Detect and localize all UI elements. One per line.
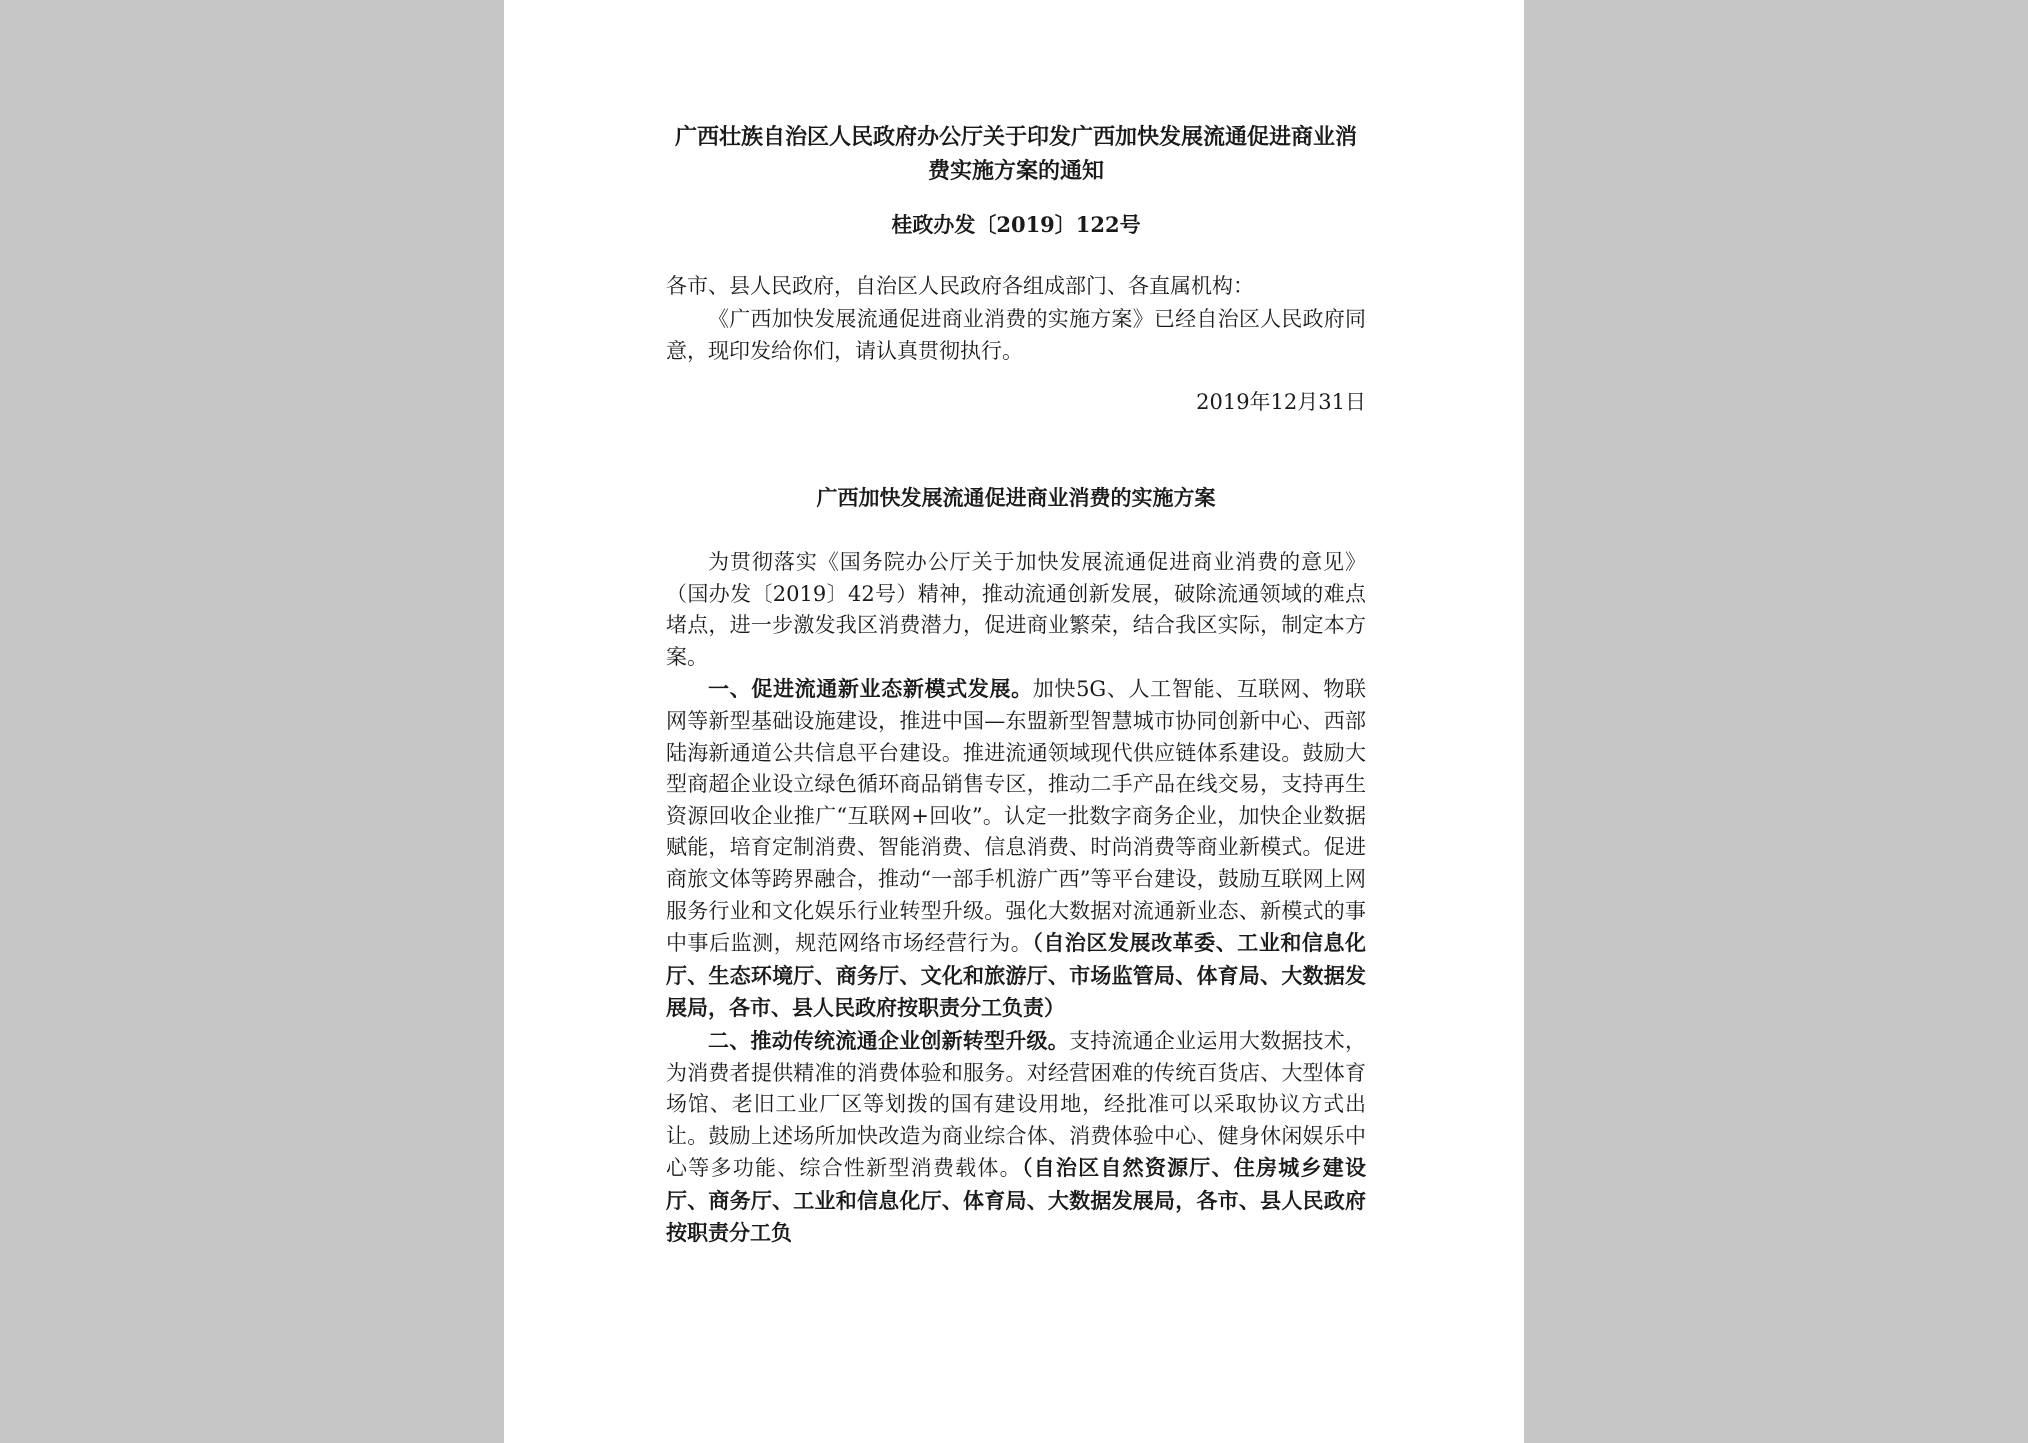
section-1-text: 加快5G、人工智能、互联网、物联网等新型基础设施建设，推进中国—东盟新型智慧城市协同创新中心、西部陆海新通道公共信息平台建设。推进流通领域现代供应链体系建设。鼓励大型商超企业设立绿色循环商品销售专区，推动二手产品在线交易，支持再生资源回收企业推广“互联网+回收”。认定一批数字商务企业，加快企业数据赋能，培育定制消费、智能消费、信息消费、时尚消费等商业新模式。促进商旅文体等跨界融合，推动“一部手机游广西”等平台建设，鼓励互联网上网服务行业和文化娱乐行业转型升级。强化大数据对流通新业态、新模式的事中事后监测，规范网络市场经营行为。 <box>666 677 1367 956</box>
notice-body: 《广西加快发展流通促进商业消费的实施方案》已经自治区人民政府同意，现印发给你们，请认真贯彻执行。 <box>666 307 1366 363</box>
plan-title: 广西加快发展流通促进商业消费的实施方案 <box>816 485 1216 510</box>
page-content <box>666 120 1366 1250</box>
section-1-responsible: （自治区发展改革委、工业和信息化厅、生态环境厅、商务厅、文化和旅游厅、市场监管局、体育局、大数据发展局，各市、县人民政府按职责分工负责） <box>666 930 1366 1021</box>
intro-paragraph: 为贯彻落实《国务院办公厅关于加快发展流通促进商业消费的意见》（国办发〔2019〕42号）精神，推动流通创新发展，破除流通领域的难点堵点，进一步激发我区消费潜力，促进商业繁荣，结合我区实际，制定本方案。 <box>666 550 1366 669</box>
section-2-responsible: （自治区自然资源厅、住房城乡建设厅、商务厅、工业和信息化厅、体育局、大数据发展局，各市、县人民政府按职责分工负 <box>666 1155 1367 1246</box>
document-page <box>504 0 1524 1443</box>
section-2-heading: 二、推动传统流通企业创新转型升级。 <box>708 1027 1069 1053</box>
issue-date: 2019年12月31日 <box>1196 390 1366 414</box>
section-1-paragraph <box>666 673 1366 1025</box>
recipients-line: 各市、县人民政府，自治区人民政府各组成部门、各直属机构： <box>666 274 1254 298</box>
document-number: 桂政办发〔2019〕122号 <box>891 212 1141 237</box>
document-title: 广西壮族自治区人民政府办公厅关于印发广西加快发展流通促进商业消费实施方案的通知 <box>674 124 1357 184</box>
section-1-heading: 一、促进流通新业态新模式发展。 <box>708 676 1033 702</box>
section-2-paragraph <box>666 1025 1366 1250</box>
section-2-text: 支持流通企业运用大数据技术，为消费者提供精准的消费体验和服务。对经营困难的传统百货店、大型体育场馆、老旧工业厂区等划拨的国有建设用地，经批准可以采取协议方式出让。鼓励上述场所加快改造为商业综合体、消费体验中心、健身休闲娱乐中心等多功能、综合性新型消费载体。 <box>666 1028 1367 1181</box>
